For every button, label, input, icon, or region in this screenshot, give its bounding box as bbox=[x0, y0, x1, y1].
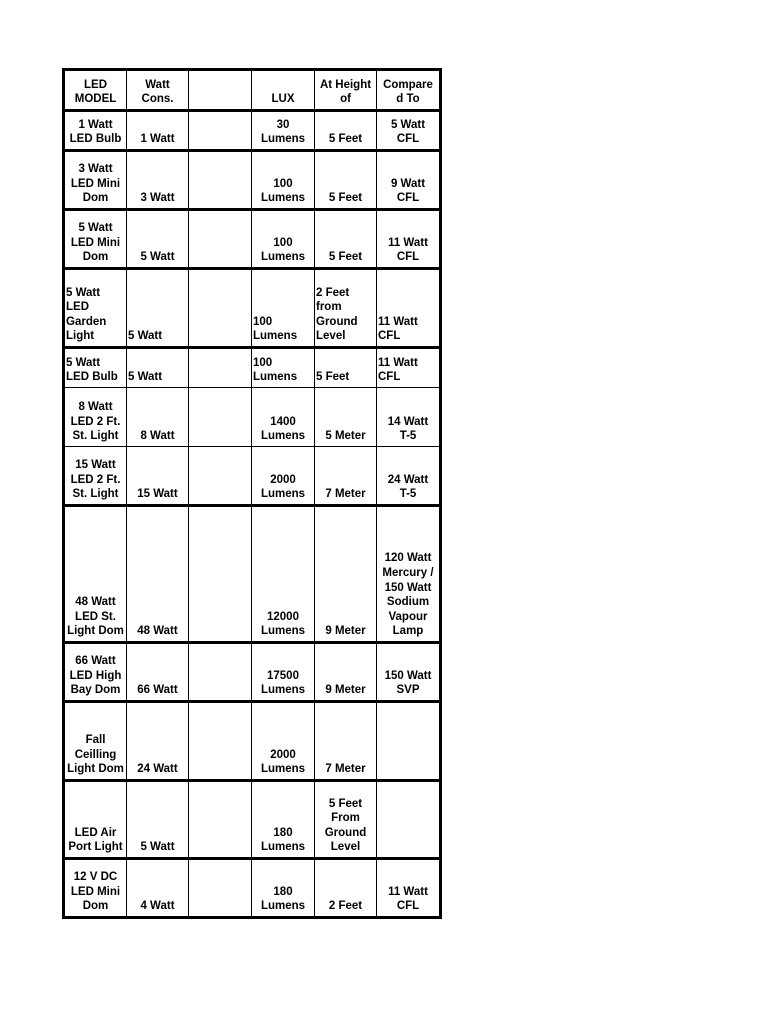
cell-compared: 11 Watt CFL bbox=[377, 210, 441, 269]
cell-blank bbox=[189, 269, 252, 348]
cell-lux: 17500 Lumens bbox=[252, 643, 315, 702]
cell-height: 5 Feet bbox=[315, 151, 377, 210]
table-row bbox=[64, 210, 441, 269]
cell-height: 5 Feet bbox=[315, 348, 377, 388]
cell-model: 15 Watt LED 2 Ft. St. Light bbox=[64, 447, 127, 506]
cell-watt: 3 Watt bbox=[127, 151, 189, 210]
cell-compared: 11 Watt CFL bbox=[377, 859, 441, 918]
cell-model: Fall Ceilling Light Dom bbox=[64, 702, 127, 781]
cell-lux: 180 Lumens bbox=[252, 781, 315, 859]
cell-height: 5 Feet bbox=[315, 210, 377, 269]
cell-model: LED Air Port Light bbox=[64, 781, 127, 859]
cell-blank bbox=[189, 210, 252, 269]
cell-model: 3 Watt LED Mini Dom bbox=[64, 151, 127, 210]
cell-height: 7 Meter bbox=[315, 447, 377, 506]
cell-model: 5 Watt LED Mini Dom bbox=[64, 210, 127, 269]
table-row bbox=[64, 388, 441, 447]
table-body bbox=[64, 70, 441, 918]
cell-blank bbox=[189, 447, 252, 506]
table-row bbox=[64, 111, 441, 151]
cell-model: 12 V DC LED Mini Dom bbox=[64, 859, 127, 918]
cell-model: 1 Watt LED Bulb bbox=[64, 111, 127, 151]
cell-watt: 1 Watt bbox=[127, 111, 189, 151]
table-row bbox=[64, 269, 441, 348]
cell-compared: 150 Watt SVP bbox=[377, 643, 441, 702]
cell-blank bbox=[189, 781, 252, 859]
cell-height: 5 Meter bbox=[315, 388, 377, 447]
cell-height: 9 Meter bbox=[315, 506, 377, 643]
cell-lux: 30 Lumens bbox=[252, 111, 315, 151]
cell-lux: 12000 Lumens bbox=[252, 506, 315, 643]
cell-height: 2 Feet from Ground Level bbox=[315, 269, 377, 348]
table-row bbox=[64, 859, 441, 918]
cell-compared: 9 Watt CFL bbox=[377, 151, 441, 210]
cell-lux: 100 Lumens bbox=[252, 210, 315, 269]
cell-compared: 5 Watt CFL bbox=[377, 111, 441, 151]
cell-blank bbox=[189, 506, 252, 643]
table-row bbox=[64, 506, 441, 643]
cell-watt: 66 Watt bbox=[127, 643, 189, 702]
cell-watt: 24 Watt bbox=[127, 702, 189, 781]
cell-compared: 120 Watt Mercury / 150 Watt Sodium Vapour Lamp bbox=[377, 506, 441, 643]
header-cell-at-height: At Height of bbox=[315, 70, 377, 111]
cell-blank bbox=[189, 702, 252, 781]
cell-lux: 100 Lumens bbox=[252, 348, 315, 388]
table-row bbox=[64, 643, 441, 702]
cell-compared bbox=[377, 702, 441, 781]
header-cell-watt-cons: Watt Cons. bbox=[127, 70, 189, 111]
cell-watt: 48 Watt bbox=[127, 506, 189, 643]
table-row bbox=[64, 348, 441, 388]
cell-compared: 24 Watt T-5 bbox=[377, 447, 441, 506]
cell-lux: 1400 Lumens bbox=[252, 388, 315, 447]
cell-lux: 180 Lumens bbox=[252, 859, 315, 918]
cell-compared: 11 Watt CFL bbox=[377, 269, 441, 348]
cell-height: 7 Meter bbox=[315, 702, 377, 781]
table-row bbox=[64, 151, 441, 210]
cell-lux: 100 Lumens bbox=[252, 269, 315, 348]
cell-watt: 8 Watt bbox=[127, 388, 189, 447]
cell-height: 5 Feet bbox=[315, 111, 377, 151]
cell-lux: 2000 Lumens bbox=[252, 702, 315, 781]
cell-blank bbox=[189, 348, 252, 388]
cell-compared: 11 Watt CFL bbox=[377, 348, 441, 388]
cell-height: 5 Feet From Ground Level bbox=[315, 781, 377, 859]
cell-watt: 15 Watt bbox=[127, 447, 189, 506]
cell-model: 48 Watt LED St. Light Dom bbox=[64, 506, 127, 643]
cell-height: 2 Feet bbox=[315, 859, 377, 918]
cell-blank bbox=[189, 151, 252, 210]
cell-lux: 100 Lumens bbox=[252, 151, 315, 210]
led-comparison-table bbox=[62, 68, 442, 919]
cell-model: 5 Watt LED Garden Light bbox=[64, 269, 127, 348]
cell-height: 9 Meter bbox=[315, 643, 377, 702]
cell-model: 66 Watt LED High Bay Dom bbox=[64, 643, 127, 702]
table-row bbox=[64, 702, 441, 781]
header-cell-lux: LUX bbox=[252, 70, 315, 111]
cell-watt: 5 Watt bbox=[127, 348, 189, 388]
cell-blank bbox=[189, 111, 252, 151]
header-cell-blank bbox=[189, 70, 252, 111]
cell-watt: 5 Watt bbox=[127, 781, 189, 859]
cell-lux: 2000 Lumens bbox=[252, 447, 315, 506]
table-row bbox=[64, 781, 441, 859]
cell-blank bbox=[189, 388, 252, 447]
table-row bbox=[64, 447, 441, 506]
cell-blank bbox=[189, 643, 252, 702]
cell-watt: 5 Watt bbox=[127, 210, 189, 269]
cell-compared bbox=[377, 781, 441, 859]
header-cell-led-model: LED MODEL bbox=[64, 70, 127, 111]
header-row bbox=[64, 70, 441, 111]
header-cell-compared-to: Compare d To bbox=[377, 70, 441, 111]
cell-compared: 14 Watt T-5 bbox=[377, 388, 441, 447]
cell-model: 5 Watt LED Bulb bbox=[64, 348, 127, 388]
cell-watt: 4 Watt bbox=[127, 859, 189, 918]
cell-blank bbox=[189, 859, 252, 918]
cell-watt: 5 Watt bbox=[127, 269, 189, 348]
cell-model: 8 Watt LED 2 Ft. St. Light bbox=[64, 388, 127, 447]
